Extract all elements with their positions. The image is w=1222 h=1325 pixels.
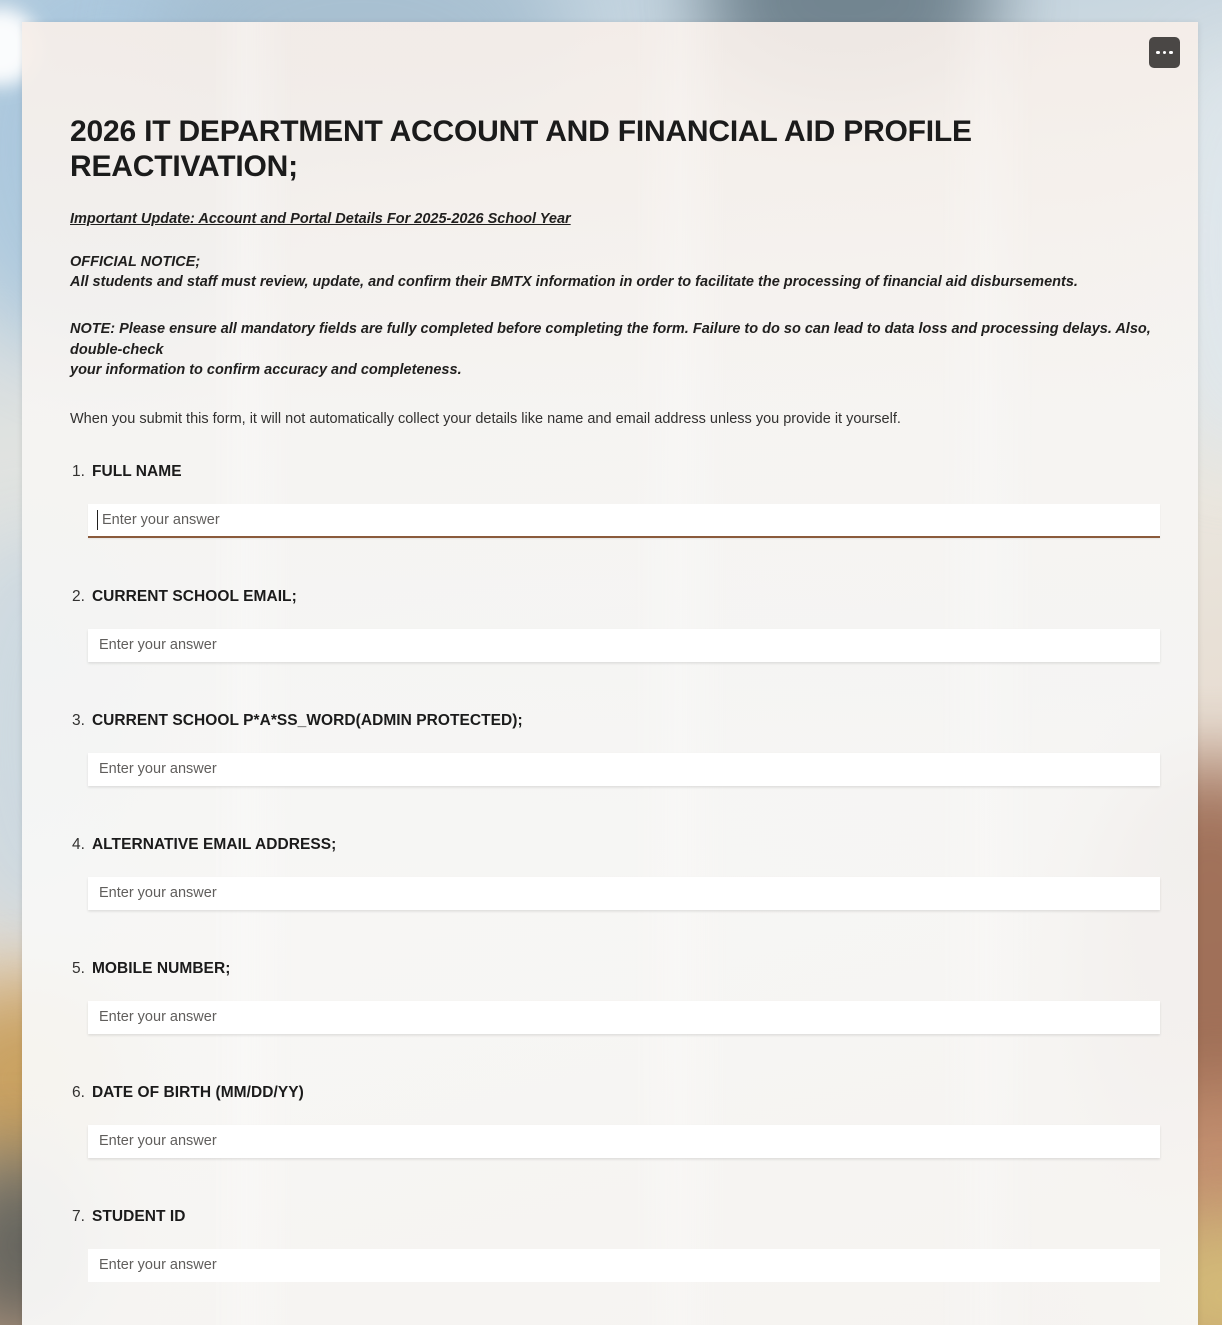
question-header-3 [70, 712, 1172, 730]
answer-input-5[interactable] [88, 1001, 1160, 1034]
question-label-1: FULL NAME [91, 462, 182, 480]
question-header-7 [70, 1208, 1172, 1226]
answer-wrap-7 [70, 1249, 1172, 1282]
important-update-link[interactable]: Important Update: Account and Portal Details For 2025-2026 School Year [70, 210, 571, 227]
question-header-6 [70, 1084, 1172, 1102]
text-caret [97, 510, 98, 530]
note-line-2: your information to confirm accuracy and completeness. [70, 362, 462, 379]
question-label-2: CURRENT SCHOOL EMAIL; [91, 587, 297, 605]
question-item-7 [70, 1208, 1172, 1282]
form-card [22, 22, 1198, 1325]
official-notice-body: All students and staff must review, update, and confirm their BMTX information in order to facilitate the processing of financial aid disbursements. [70, 274, 1078, 291]
answer-input-3[interactable] [88, 753, 1160, 786]
ellipsis-dot-3 [1169, 51, 1173, 55]
answer-input-1[interactable] [88, 504, 1160, 538]
question-header-4 [70, 836, 1172, 854]
questions-list [70, 463, 1172, 1282]
answer-wrap-1 [70, 504, 1172, 538]
answer-wrap-3 [70, 753, 1172, 786]
question-item-2 [70, 588, 1172, 662]
question-number-3: 3. [72, 711, 85, 729]
answer-input-7[interactable] [88, 1249, 1160, 1282]
question-header-2 [70, 588, 1172, 606]
more-options-button[interactable] [1149, 37, 1180, 68]
question-label-6: DATE OF BIRTH (MM/DD/YY) [91, 1083, 304, 1101]
question-header-1 [70, 463, 1172, 481]
question-number-7: 7. [72, 1207, 85, 1225]
answer-input-4[interactable] [88, 877, 1160, 910]
official-notice-block [70, 252, 1172, 293]
question-header-5 [70, 960, 1172, 978]
question-label-3: CURRENT SCHOOL P*A*SS_WORD(ADMIN PROTECTED); [91, 711, 523, 729]
answer-wrap-2 [70, 629, 1172, 662]
question-number-4: 4. [72, 835, 85, 853]
privacy-note: When you submit this form, it will not automatically collect your details like name and email address unless you provide it yourself. [70, 410, 901, 427]
official-notice-heading: OFFICIAL NOTICE; [70, 253, 201, 270]
question-item-4 [70, 836, 1172, 910]
question-label-7: STUDENT ID [91, 1207, 186, 1225]
question-label-4: ALTERNATIVE EMAIL ADDRESS; [91, 835, 337, 853]
answer-input-6[interactable] [88, 1125, 1160, 1158]
form-content [22, 114, 1198, 1282]
question-label-5: MOBILE NUMBER; [91, 959, 231, 977]
question-item-3 [70, 712, 1172, 786]
note-line-1: NOTE: Please ensure all mandatory fields are fully completed before completing the form. Failure to do so can lead to data loss and processing delays. Also, double-check [70, 320, 1151, 358]
question-item-1 [70, 463, 1172, 538]
question-number-5: 5. [72, 959, 85, 977]
answer-wrap-4 [70, 877, 1172, 910]
question-number-2: 2. [72, 587, 85, 605]
ellipsis-horizontal-icon [1156, 51, 1160, 55]
answer-input-2[interactable] [88, 629, 1160, 662]
question-number-1: 1. [72, 462, 85, 480]
question-number-6: 6. [72, 1083, 85, 1101]
question-item-6 [70, 1084, 1172, 1158]
ellipsis-dot-2 [1163, 51, 1167, 55]
answer-wrap-5 [70, 1001, 1172, 1034]
question-item-5 [70, 960, 1172, 1034]
note-block [70, 319, 1172, 381]
form-title: 2026 IT DEPARTMENT ACCOUNT AND FINANCIAL AID PROFILE REACTIVATION; [70, 115, 972, 184]
answer-wrap-6 [70, 1125, 1172, 1158]
